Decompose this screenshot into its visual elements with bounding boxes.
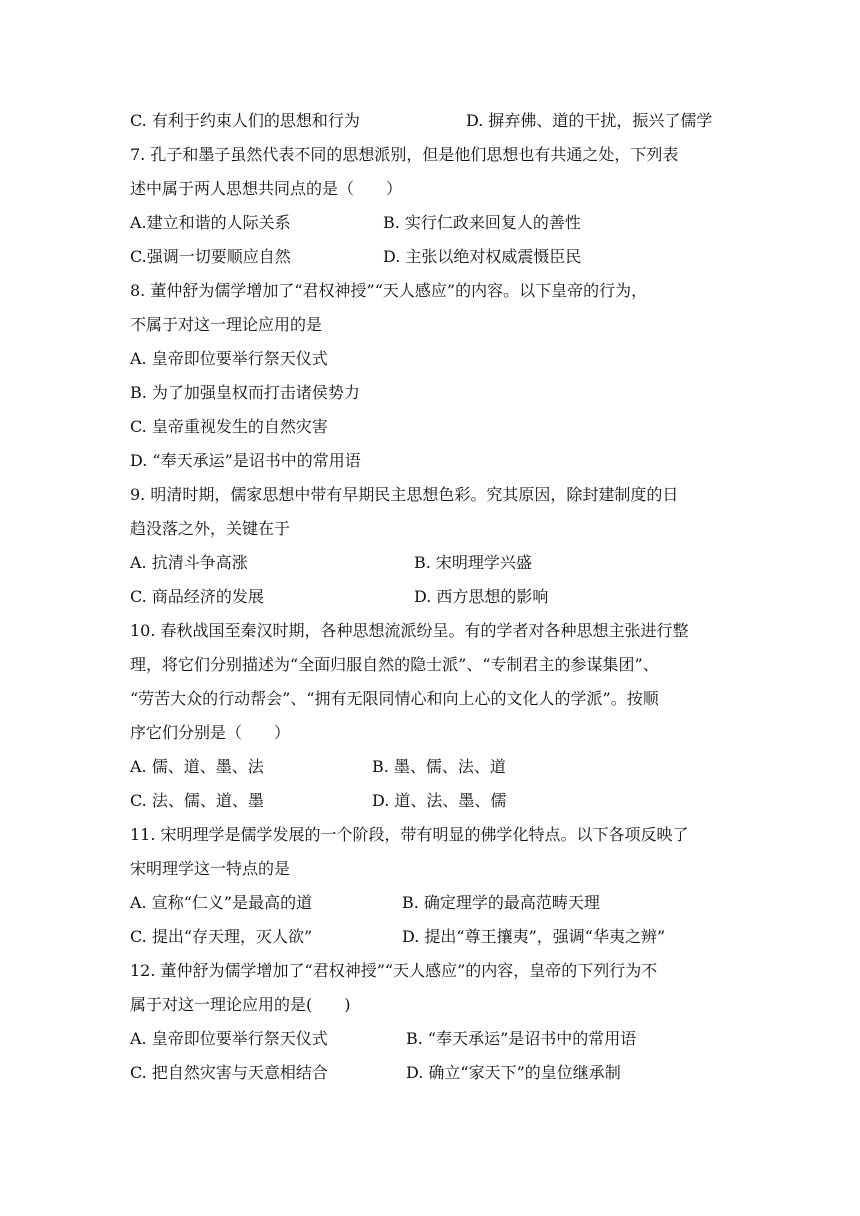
q10-stem-line-2: 理，将它们分别描述为“全面归服自然的隐士派”、“专制君主的参谋集团”、 [130, 655, 659, 674]
q10-option-b: B. 墨、儒、法、道 [372, 757, 506, 776]
q9-stem-line-2: 趋没落之外，关键在于 [130, 519, 291, 538]
q10-option-c: C. 法、儒、道、墨 [130, 791, 264, 810]
q9-option-b: B. 宋明理学兴盛 [414, 553, 532, 572]
q12-option-a: A. 皇帝即位要举行祭天仪式 [130, 1029, 328, 1048]
q12-options-row-ab [130, 1028, 637, 1050]
q7-option-d: D. 主张以绝对权威震慑臣民 [383, 247, 582, 266]
q10-options-row-cd [130, 790, 507, 812]
q7-option-c: C.强调一切要顺应自然 [130, 247, 291, 266]
q12-option-d: D. 确立“家天下”的皇位继承制 [406, 1063, 621, 1082]
q8-stem-line-2: 不属于对这一理论应用的是 [130, 315, 323, 334]
q10-stem-line-4: 序它们分别是（ ） [130, 723, 291, 742]
q6-option-c: C. 有利于约束人们的思想和行为 [130, 111, 360, 130]
q7-options-row-cd [130, 246, 582, 268]
q7-options-row-ab [130, 212, 581, 234]
q9-option-c: C. 商品经济的发展 [130, 587, 264, 606]
q9-option-a: A. 抗清斗争高涨 [130, 553, 248, 572]
q7-option-a: A.建立和谐的人际关系 [130, 213, 291, 232]
q6-option-d: D. 摒弃佛、道的干扰，振兴了儒学 [466, 111, 713, 130]
q11-options-row-ab [130, 892, 600, 914]
q8-option-a: A. 皇帝即位要举行祭天仪式 [130, 349, 328, 368]
q11-option-b: B. 确定理学的最高范畴天理 [402, 893, 600, 912]
q10-stem-line-3: “劳苦大众的行动帮会”、“拥有无限同情心和向上心的文化人的学派”。按顺 [130, 689, 659, 708]
q10-option-a: A. 儒、道、墨、法 [130, 757, 264, 776]
q8-option-d: D. “奉天承运”是诏书中的常用语 [130, 451, 361, 470]
q11-option-c: C. 提出“存天理，灭人欲” [130, 927, 313, 946]
q11-stem-line-1: 11. 宋明理学是儒学发展的一个阶段，带有明显的佛学化特点。以下各项反映了 [130, 825, 689, 844]
q12-options-row-cd [130, 1062, 621, 1084]
q11-option-a: A. 宣称“仁义”是最高的道 [130, 893, 313, 912]
q9-stem-line-1: 9. 明清时期，儒家思想中带有早期民主思想色彩。究其原因，除封建制度的日 [130, 485, 679, 504]
q11-stem-line-2: 宋明理学这一特点的是 [130, 859, 291, 878]
q6-options-row-cd [130, 110, 713, 132]
q12-stem-line-2: 属于对这一理论应用的是( ) [130, 995, 351, 1014]
q10-options-row-ab [130, 756, 506, 778]
q9-option-d: D. 西方思想的影响 [414, 587, 549, 606]
q9-options-row-cd [130, 586, 549, 608]
q8-stem-line-1: 8. 董仲舒为儒学增加了“君权神授”“天人感应”的内容。以下皇帝的行为， [130, 281, 648, 300]
q10-stem-line-1: 10. 春秋战国至秦汉时期，各种思想流派纷呈。有的学者对各种思想主张进行整 [130, 621, 689, 640]
q8-option-b: B. 为了加强皇权而打击诸侯势力 [130, 383, 360, 402]
q12-option-b: B. “奉天承运”是诏书中的常用语 [406, 1029, 637, 1048]
q11-option-d: D. 提出“尊王攘夷”，强调“华夷之辨” [402, 927, 666, 946]
q7-option-b: B. 实行仁政来回复人的善性 [383, 213, 581, 232]
q7-stem-line-2: 述中属于两人思想共同点的是（ ） [130, 179, 403, 198]
q12-stem-line-1: 12. 董仲舒为儒学增加了“君权神授”“天人感应”的内容，皇帝的下列行为不 [130, 961, 658, 980]
q12-option-c: C. 把自然灾害与天意相结合 [130, 1063, 328, 1082]
q10-option-d: D. 道、法、墨、儒 [372, 791, 507, 810]
q7-stem-line-1: 7. 孔子和墨子虽然代表不同的思想派别，但是他们思想也有共通之处，下列表 [130, 145, 679, 164]
q9-options-row-ab [130, 552, 532, 574]
q8-option-c: C. 皇帝重视发生的自然灾害 [130, 417, 328, 436]
q11-options-row-cd [130, 926, 666, 948]
